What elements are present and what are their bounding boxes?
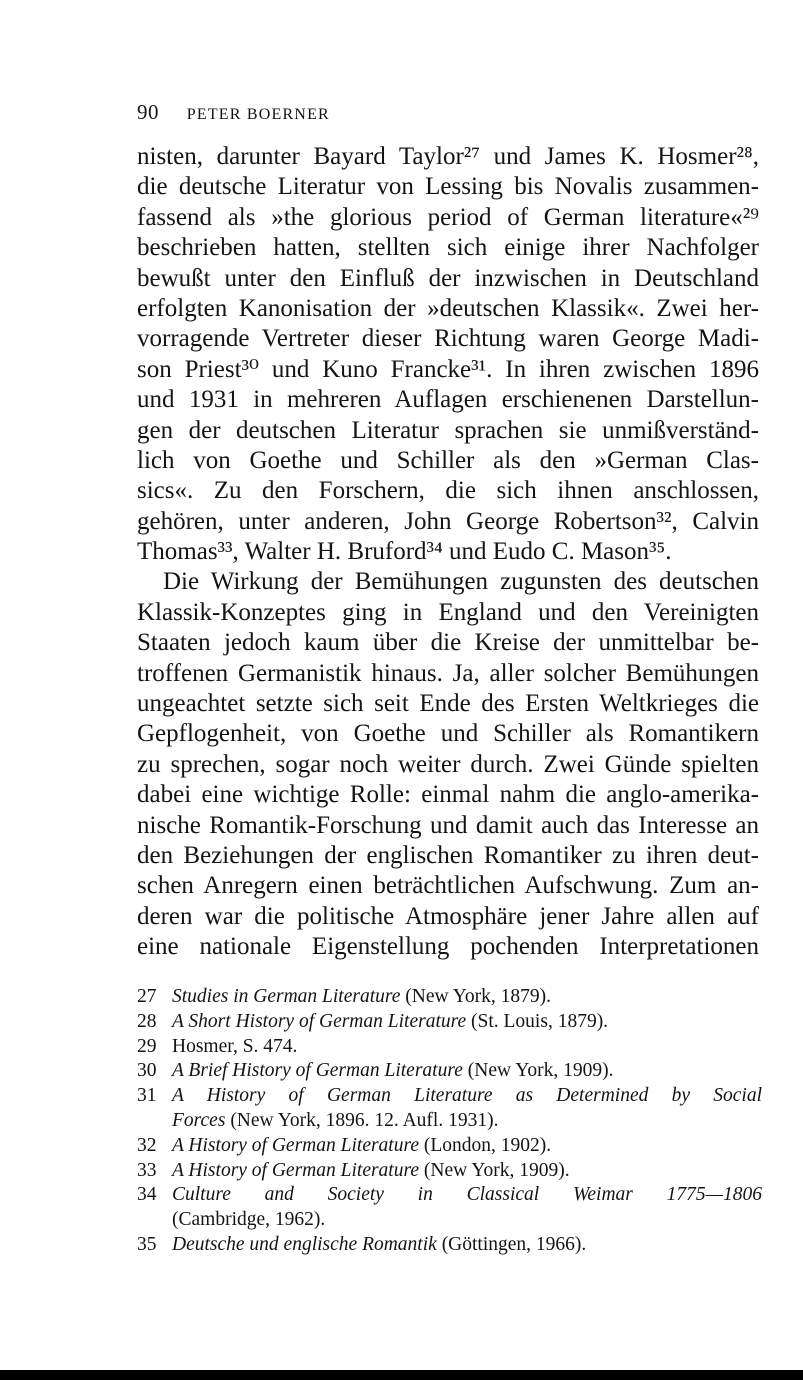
- text-line: Thomas³³, Walter H. Bruford³⁴ und Eudo C. Mason³⁵.: [137, 538, 672, 566]
- footnote-number: 35: [137, 1233, 157, 1255]
- text-line: Staaten jedoch kaum über die Kreise der unmittelbar be-: [137, 629, 759, 657]
- running-head-author: PETER BOERNER: [186, 106, 330, 123]
- text-line: den Beziehungen der englischen Romantiker zu ihren deut-: [137, 841, 759, 869]
- text-line: deren war die politische Atmosphäre jener Jahre allen auf: [137, 902, 759, 930]
- text-line: zu sprechen, sogar noch weiter durch. Zwei Günde spielten: [137, 750, 759, 778]
- footnote: [137, 1134, 762, 1159]
- footnote-details: Hosmer, S. 474.: [172, 1035, 298, 1057]
- footnote-title: Deutsche und englische Romantik: [172, 1233, 437, 1255]
- footnote: [137, 1159, 762, 1184]
- footnote-title: A Brief History of German Literature: [172, 1060, 463, 1082]
- text-line: troffenen Germanistik hinaus. Ja, aller solcher Bemühungen: [137, 659, 759, 687]
- running-header: [137, 100, 330, 125]
- footnote-number: 27: [137, 986, 157, 1007]
- footnote-details: (St. Louis, 1879).: [466, 1010, 609, 1032]
- text-line: sics«. Zu den Forschern, die sich ihnen anschlossen,: [137, 477, 759, 505]
- footnote-title: A History of German Literature as Determined by Social: [172, 1085, 762, 1107]
- footnote-details: (London, 1902).: [419, 1134, 552, 1156]
- page-number: 90: [137, 100, 159, 124]
- footnote-title-continued: Forces: [172, 1109, 226, 1131]
- footnote: [137, 1010, 762, 1035]
- footnote-number: 30: [137, 1060, 157, 1082]
- footnote: [137, 1035, 762, 1060]
- footnote-number: 28: [137, 1010, 157, 1032]
- text-line: Gepflogenheit, von Goethe und Schiller als Romantikern: [137, 720, 759, 748]
- footnote-title: Studies in German Literature: [172, 986, 401, 1007]
- text-line: Die Wirkung der Bemühungen zugunsten des deutschen: [163, 568, 759, 596]
- footnote-details: (New York, 1879).: [400, 986, 551, 1007]
- text-line: nische Romantik-Forschung und damit auch das Interesse an: [137, 811, 759, 839]
- footnotes: [137, 985, 762, 1258]
- footnote-details: (New York, 1896. 12. Aufl. 1931).: [225, 1109, 499, 1131]
- footnote-number: 29: [137, 1035, 157, 1057]
- text-line: die deutsche Literatur von Lessing bis Novalis zusammen-: [137, 173, 759, 201]
- scan-bottom-edge: [0, 1370, 803, 1380]
- text-line: schen Anregern einen beträchtlichen Aufschwung. Zum an-: [137, 872, 759, 900]
- footnote: [137, 1233, 762, 1258]
- body-text: [137, 142, 759, 963]
- text-line: beschrieben hatten, stellten sich einige ihrer Nachfolger: [137, 234, 759, 262]
- text-line: vorragende Vertreter dieser Richtung waren George Madi-: [137, 325, 759, 353]
- text-line: son Priest³⁰ und Kuno Francke³¹. In ihren zwischen 1896: [137, 355, 759, 383]
- footnote-title: Culture and Society in Classical Weimar 1775—1806: [172, 1184, 762, 1206]
- footnote-number: 32: [137, 1134, 157, 1156]
- text-line: nisten, darunter Bayard Taylor²⁷ und James K. Hosmer²⁸,: [137, 143, 759, 170]
- text-line: fassend als »the glorious period of German literature«²⁹: [137, 203, 759, 231]
- text-line: und 1931 in mehreren Auflagen erschienenen Darstellun-: [137, 386, 759, 414]
- text-line: Klassik-Konzeptes ging in England und den Vereinigten: [137, 598, 759, 626]
- footnote: [137, 1084, 762, 1134]
- footnote-details: (Cambridge, 1962).: [172, 1209, 326, 1231]
- footnote-number: 34: [137, 1184, 157, 1206]
- footnote-details: (Göttingen, 1966).: [436, 1233, 587, 1255]
- footnote-title: A History of German Literature: [172, 1159, 419, 1181]
- footnote-number: 33: [137, 1159, 157, 1181]
- footnote: [137, 1183, 762, 1233]
- text-line: erfolgten Kanonisation der »deutschen Klassik«. Zwei her-: [137, 294, 759, 322]
- text-line: lich von Goethe und Schiller als den »German Clas-: [137, 446, 759, 474]
- text-line: gehören, unter anderen, John George Robertson³², Calvin: [137, 507, 759, 535]
- footnote-details: (New York, 1909).: [462, 1060, 614, 1082]
- text-line: dabei eine wichtige Rolle: einmal nahm die anglo-amerika-: [137, 781, 759, 809]
- footnote: [137, 1059, 762, 1084]
- footnote-number: 31: [137, 1085, 157, 1107]
- text-line: eine nationale Eigenstellung pochenden Interpretationen: [137, 933, 759, 961]
- text-line: bewußt unter den Einfluß der inzwischen in Deutschland: [137, 264, 759, 292]
- footnote-title: A Short History of German Literature: [172, 1010, 467, 1032]
- footnote-title: A History of German Literature: [172, 1134, 419, 1156]
- footnote-details: (New York, 1909).: [419, 1159, 570, 1181]
- text-line: gen der deutschen Literatur sprachen sie unmißverständ-: [137, 416, 759, 444]
- text-line: ungeachtet setzte sich seit Ende des Ersten Weltkrieges die: [137, 690, 759, 718]
- footnote: [137, 985, 762, 1010]
